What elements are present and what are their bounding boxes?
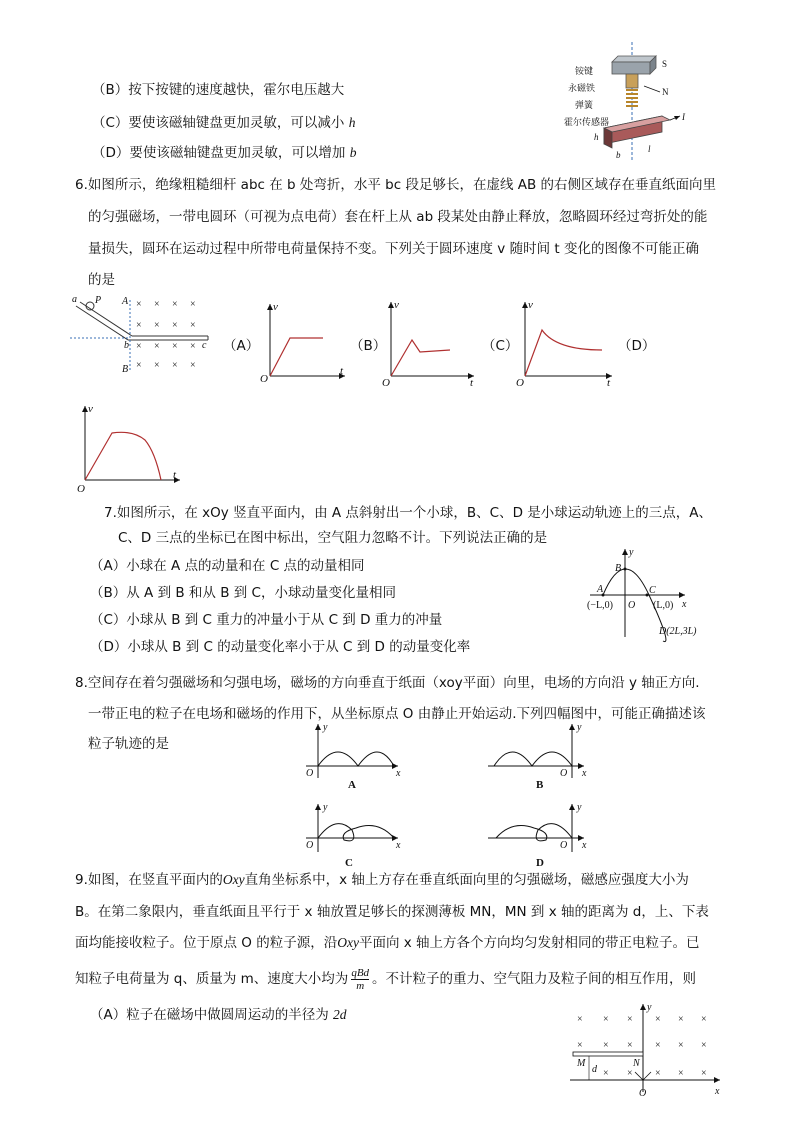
svg-text:D(2L,3L): D(2L,3L): [659, 626, 697, 637]
q6-graph-d: [75, 400, 185, 495]
svg-text:×: ×: [154, 320, 160, 331]
trajectory-c: [296, 800, 411, 870]
svg-text:C: C: [649, 585, 656, 596]
q7-option-c: （C）小球从 B 到 C 重力的冲量小于从 C 到 D 重力的冲量: [90, 612, 443, 628]
label-b: b: [616, 150, 621, 160]
svg-text:t: t: [340, 365, 344, 377]
svg-text:×: ×: [136, 341, 142, 352]
svg-text:×: ×: [678, 1014, 684, 1025]
trajectory-d: [480, 800, 595, 870]
label-c: c: [202, 340, 207, 351]
q7-option-a: （A）小球在 A 点的动量和在 C 点的动量相同: [90, 558, 365, 574]
svg-text:O: O: [260, 373, 268, 384]
svg-text:×: ×: [136, 320, 142, 331]
svg-text:O: O: [560, 840, 568, 851]
svg-text:B: B: [536, 779, 544, 790]
detector-plate-figure: [565, 1000, 725, 1100]
svg-text:×: ×: [136, 360, 142, 371]
svg-text:×: ×: [627, 1014, 633, 1025]
q7-option-d: （D）小球从 B 到 C 的动量变化率小于从 C 到 D 的动量变化率: [90, 639, 471, 655]
label-N: N: [662, 87, 669, 97]
svg-text:×: ×: [603, 1040, 609, 1051]
q7-line1: 7.如图所示，在 xOy 竖直平面内，由 A 点斜射出一个小球，B、C、D 是小球运动轨迹上的三点，A、: [104, 505, 712, 521]
svg-text:×: ×: [190, 360, 196, 371]
svg-text:O: O: [639, 1088, 647, 1099]
svg-text:N: N: [633, 1058, 640, 1069]
svg-text:×: ×: [154, 299, 160, 310]
svg-text:x: x: [582, 840, 587, 851]
svg-text:y: y: [323, 802, 328, 813]
svg-text:O: O: [306, 768, 314, 779]
svg-text:×: ×: [577, 1040, 583, 1051]
svg-text:×: ×: [603, 1014, 609, 1025]
svg-text:B: B: [615, 563, 622, 574]
svg-text:y: y: [629, 547, 634, 558]
label-spring: 弹簧: [575, 100, 594, 110]
svg-text:x: x: [682, 599, 687, 610]
q6-line4: 的是: [88, 272, 115, 288]
svg-text:M: M: [577, 1058, 586, 1069]
label-magnet: 永磁铁: [568, 83, 596, 93]
svg-text:(−L,0): (−L,0): [587, 600, 613, 611]
q5-option-b: （B）按下按键的速度越快，霍尔电压越大: [92, 82, 345, 98]
svg-text:y: y: [647, 1002, 652, 1013]
q7-line2: C、D 三点的坐标已在图中标出，空气阻力忽略不计。下列说法正确的是: [118, 530, 548, 546]
svg-text:x: x: [582, 768, 587, 779]
q9-line4: 知粒子电荷量为 q、质量为 m、速度大小均为 qBd m 。不计粒子的重力、空气阻力及粒子间的相互作用，则: [75, 966, 697, 992]
rod-magnetic-field-figure: [70, 292, 220, 374]
svg-text:x: x: [715, 1086, 720, 1097]
svg-text:v: v: [528, 299, 533, 311]
svg-text:×: ×: [655, 1014, 661, 1025]
q6-line1: 6.如图所示，绝缘粗糙细杆 abc 在 b 处弯折，水平 bc 段足够长，在虚线 AB 的右侧区域存在垂直纸面向里: [75, 177, 717, 193]
hall-keyboard-figure: [560, 40, 690, 165]
label-P: P: [95, 295, 102, 306]
label-I: I: [682, 112, 685, 122]
svg-text:D: D: [536, 857, 544, 869]
label-b: b: [124, 340, 129, 351]
q8-line3: 粒子轨迹的是: [88, 736, 169, 752]
svg-text:×: ×: [190, 299, 196, 310]
svg-text:×: ×: [154, 341, 160, 352]
label-hall-sensor: 霍尔传感器: [564, 117, 610, 127]
svg-text:×: ×: [136, 299, 142, 310]
svg-text:×: ×: [603, 1068, 609, 1079]
svg-text:×: ×: [701, 1040, 707, 1051]
svg-text:×: ×: [577, 1014, 583, 1025]
svg-text:d: d: [592, 1064, 597, 1075]
q6-option-a: （A）: [223, 338, 260, 354]
field-crosses: [136, 299, 196, 371]
label-B: B: [122, 364, 129, 374]
q6-option-c: （C）: [482, 338, 519, 354]
q6-line3: 量损失，圆环在运动过程中所带电荷量保持不变。下列关于圆环速度 v 随时间 t 变化的图像不可能正确: [88, 241, 699, 257]
svg-text:×: ×: [655, 1040, 661, 1051]
trajectory-a: [296, 718, 411, 790]
svg-text:×: ×: [172, 320, 178, 331]
label-S: S: [662, 59, 668, 69]
q9-option-a: （A）粒子在磁场中做圆周运动的半径为 2d: [90, 1007, 347, 1023]
q5-option-d: （D）要使该磁轴键盘更加灵敏，可以增加 b: [92, 145, 357, 161]
q6-option-d: （D）: [618, 338, 656, 354]
q8-line1: 8.空间存在着匀强磁场和匀强电场，磁场的方向垂直于纸面（xoy平面）向里，电场的方向沿 y 轴正方向.: [75, 675, 700, 691]
svg-text:(L,0): (L,0): [653, 600, 674, 611]
q9-line3: 面均能接收粒子。位于原点 O 的粒子源，沿Oxy平面向 x 轴上方各个方向均匀发射相同的带正电粒子。已: [75, 935, 700, 951]
label-key: 铵键: [575, 66, 594, 76]
q6-graph-a: [255, 298, 350, 384]
svg-text:v: v: [88, 403, 93, 415]
svg-text:y: y: [577, 722, 582, 733]
q9-line2: B。在第二象限内，垂直纸面且平行于 x 轴放置足够长的探测薄板 MN，MN 到 x 轴的距离为 d，上、下表: [75, 904, 709, 920]
svg-text:t: t: [607, 377, 611, 388]
svg-text:×: ×: [172, 341, 178, 352]
svg-text:t: t: [173, 469, 177, 481]
projectile-figure: [585, 545, 700, 645]
svg-text:O: O: [77, 483, 85, 495]
q7-option-b: （B）从 A 到 B 和从 B 到 C，小球动量变化量相同: [90, 585, 396, 601]
svg-text:×: ×: [190, 341, 196, 352]
svg-text:O: O: [560, 768, 568, 779]
svg-text:A: A: [597, 584, 604, 595]
svg-text:×: ×: [154, 360, 160, 371]
label-a: a: [72, 294, 77, 305]
speed-fraction: qBd m: [351, 966, 370, 992]
trajectory-b: [480, 718, 595, 790]
q9-line1: 9.如图，在竖直平面内的Oxy直角坐标系中，x 轴上方存在垂直纸面向里的匀强磁场，磁感应强度大小为: [75, 872, 689, 888]
label-l: l: [648, 144, 651, 154]
svg-text:×: ×: [655, 1068, 661, 1079]
svg-text:×: ×: [172, 360, 178, 371]
svg-text:v: v: [394, 299, 399, 311]
label-h: h: [594, 132, 599, 142]
svg-text:×: ×: [190, 320, 196, 331]
svg-text:×: ×: [678, 1040, 684, 1051]
q8-line2: 一带正电的粒子在电场和磁场的作用下，从坐标原点 O 由静止开始运动.下列四幅图中，可能正确描述该: [88, 706, 706, 722]
svg-text:×: ×: [172, 299, 178, 310]
svg-text:×: ×: [701, 1014, 707, 1025]
svg-text:x: x: [396, 768, 401, 779]
svg-text:y: y: [577, 802, 582, 813]
q6-line2: 的匀强磁场，一带电圆环（可视为点电荷）套在杆上从 ab 段某处由静止释放，忽略圆环经过弯折处的能: [88, 209, 708, 225]
q6-graph-c: [512, 298, 617, 388]
q5-option-c: （C）要使该磁轴键盘更加灵敏，可以减小 h: [92, 115, 356, 131]
svg-text:O: O: [306, 840, 314, 851]
label-A: A: [122, 296, 129, 307]
svg-text:O: O: [382, 377, 390, 388]
svg-text:t: t: [470, 377, 474, 388]
svg-text:×: ×: [678, 1068, 684, 1079]
svg-text:C: C: [345, 857, 353, 869]
svg-text:O: O: [628, 600, 636, 611]
svg-text:x: x: [396, 840, 401, 851]
svg-text:×: ×: [627, 1068, 633, 1079]
svg-text:A: A: [348, 779, 356, 790]
svg-text:O: O: [516, 377, 524, 388]
svg-text:v: v: [273, 301, 278, 313]
svg-text:×: ×: [627, 1040, 633, 1051]
svg-text:×: ×: [701, 1068, 707, 1079]
q6-graph-b: [378, 298, 478, 388]
q6-option-b: （B）: [350, 338, 387, 354]
svg-text:y: y: [323, 722, 328, 733]
